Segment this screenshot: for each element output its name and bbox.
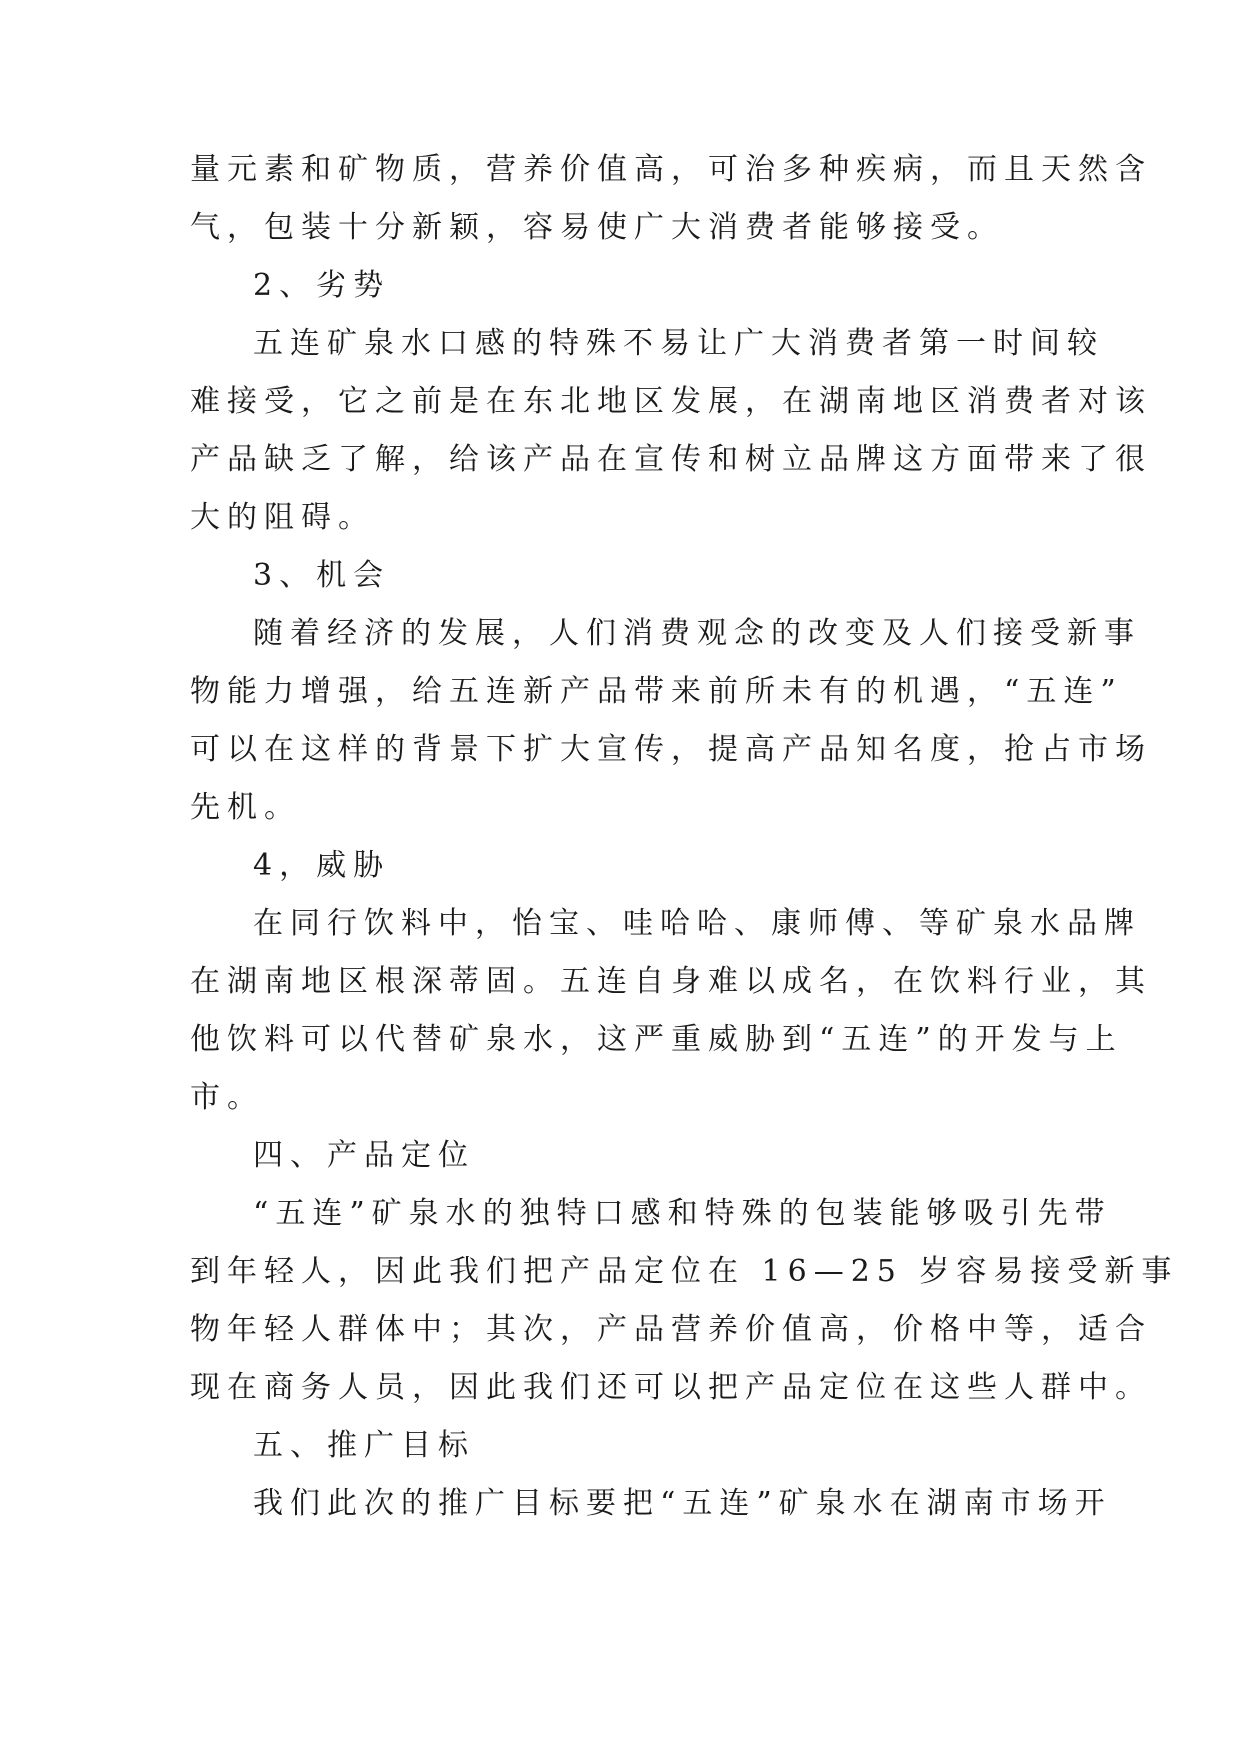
paragraph-line: 物年轻人群体中；其次，产品营养价值高，价格中等，适合	[190, 1312, 1152, 1347]
section-heading-product-positioning: 四、产品定位	[253, 1138, 475, 1173]
paragraph-line: 气，包装十分新颖，容易使广大消费者能够接受。	[190, 210, 1004, 245]
section-heading-promotion-goals: 五、推广目标	[253, 1428, 475, 1463]
paragraph-line: 市。	[190, 1080, 264, 1115]
section-heading-disadvantages: 2、劣势	[253, 268, 391, 303]
paragraph-line: 可以在这样的背景下扩大宣传，提高产品知名度，抢占市场	[190, 732, 1152, 767]
paragraph-line: 先机。	[190, 790, 301, 825]
paragraph-line: “五连”矿泉水的独特口感和特殊的包装能够吸引先带	[253, 1196, 1112, 1231]
paragraph-line: 现在商务人员，因此我们还可以把产品定位在这些人群中。	[190, 1370, 1152, 1405]
section-heading-opportunities: 3、机会	[253, 558, 391, 593]
paragraph-line: 量元素和矿物质，营养价值高，可治多种疾病，而且天然含	[190, 152, 1152, 187]
section-heading-threats: 4，威胁	[253, 848, 391, 883]
paragraph-line: 物能力增强，给五连新产品带来前所未有的机遇，“五连”	[190, 674, 1123, 709]
paragraph-line: 他饮料可以代替矿泉水，这严重威胁到“五连”的开发与上	[190, 1022, 1123, 1057]
paragraph-line: 我们此次的推广目标要把“五连”矿泉水在湖南市场开	[253, 1486, 1112, 1521]
paragraph-line: 大的阻碍。	[190, 500, 375, 535]
paragraph-line: 产品缺乏了解，给该产品在宣传和树立品牌这方面带来了很	[190, 442, 1152, 477]
paragraph-line: 到年轻人，因此我们把产品定位在 16—25 岁容易接受新事	[190, 1254, 1179, 1289]
paragraph-line: 难接受，它之前是在东北地区发展，在湖南地区消费者对该	[190, 384, 1152, 419]
paragraph-line: 在同行饮料中，怡宝、哇哈哈、康师傅、等矿泉水品牌	[253, 906, 1141, 941]
paragraph-line: 在湖南地区根深蒂固。五连自身难以成名，在饮料行业，其	[190, 964, 1152, 999]
paragraph-line: 随着经济的发展，人们消费观念的改变及人们接受新事	[253, 616, 1141, 651]
paragraph-line: 五连矿泉水口感的特殊不易让广大消费者第一时间较	[253, 326, 1104, 361]
